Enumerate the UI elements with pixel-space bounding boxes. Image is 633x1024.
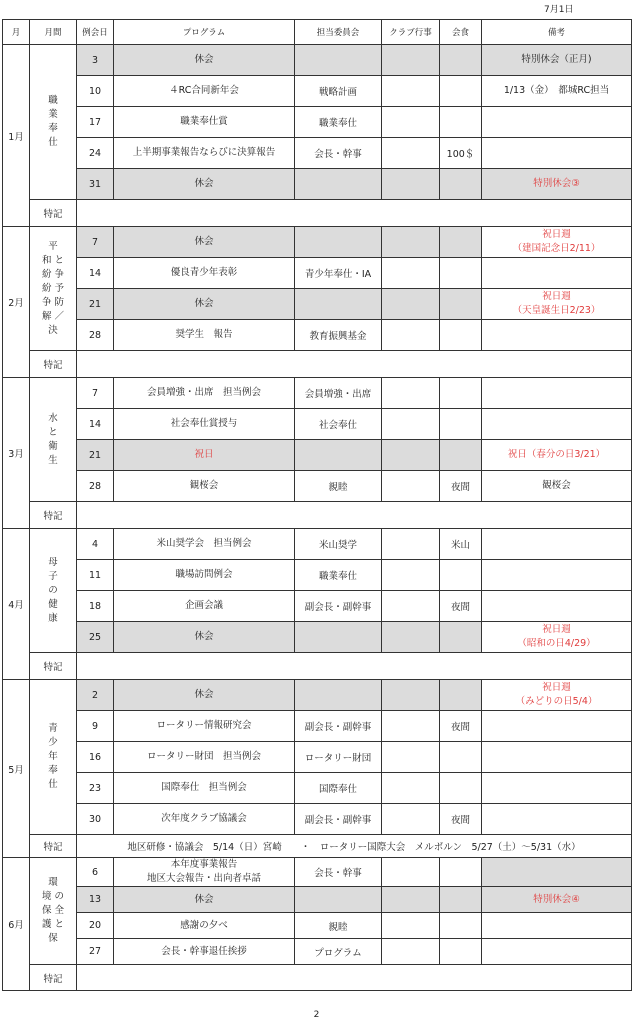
- meal-cell: [440, 169, 482, 200]
- committee-cell: [295, 440, 382, 471]
- table-row: [3, 887, 632, 913]
- committee-cell: 戦略計画: [295, 76, 382, 107]
- notes-cell: 祝日週 （みどりの日5/4）: [482, 680, 632, 711]
- notes-cell: [482, 107, 632, 138]
- col-header-meal: 会食: [440, 20, 482, 45]
- meal-cell: [440, 227, 482, 258]
- meal-cell: [440, 378, 482, 409]
- meal-cell: [440, 409, 482, 440]
- meal-cell: 夜間: [440, 591, 482, 622]
- committee-cell: 親睦: [295, 913, 382, 939]
- col-header-program: プログラム: [114, 20, 295, 45]
- club-event-cell: [382, 289, 440, 320]
- committee-cell: 会長・幹事: [295, 138, 382, 169]
- club-event-cell: [382, 913, 440, 939]
- committee-cell: ロータリー財団: [295, 742, 382, 773]
- club-event-cell: [382, 227, 440, 258]
- program-cell: 上半期事業報告ならびに決算報告: [114, 138, 295, 169]
- table-row: [3, 680, 632, 711]
- meeting-day: 31: [77, 169, 114, 200]
- meeting-day: 21: [77, 440, 114, 471]
- committee-cell: 米山奨学: [295, 529, 382, 560]
- table-row: [3, 560, 632, 591]
- tokki-label: 特記: [30, 502, 77, 529]
- meeting-day: 14: [77, 409, 114, 440]
- program-cell: 観桜会: [114, 471, 295, 502]
- notes-cell: [482, 320, 632, 351]
- club-event-cell: [382, 773, 440, 804]
- meeting-day: 28: [77, 471, 114, 502]
- table-row: [3, 45, 632, 76]
- page-number: 2: [313, 1010, 320, 1020]
- notes-cell: [482, 138, 632, 169]
- program-cell: 職場訪問例会: [114, 560, 295, 591]
- header-row: [3, 20, 632, 45]
- club-event-cell: [382, 169, 440, 200]
- program-cell: 会長・幹事退任挨拶: [114, 939, 295, 965]
- committee-cell: 会員増強・出席: [295, 378, 382, 409]
- table-row: [3, 378, 632, 409]
- program-cell: 企画会議: [114, 591, 295, 622]
- meeting-day: 2: [77, 680, 114, 711]
- table-row: [3, 804, 632, 835]
- notes-cell: 観桜会: [482, 471, 632, 502]
- meal-cell: 米山: [440, 529, 482, 560]
- notes-cell: [482, 742, 632, 773]
- club-event-cell: [382, 138, 440, 169]
- program-cell: 感謝の夕べ: [114, 913, 295, 939]
- meeting-day: 4: [77, 529, 114, 560]
- club-event-cell: [382, 409, 440, 440]
- table-row: [3, 471, 632, 502]
- meal-cell: [440, 858, 482, 887]
- table-row: [3, 711, 632, 742]
- meal-cell: [440, 107, 482, 138]
- committee-cell: 副会長・副幹事: [295, 804, 382, 835]
- notes-cell: [482, 939, 632, 965]
- club-event-cell: [382, 887, 440, 913]
- program-cell: 祝日: [114, 440, 295, 471]
- notes-cell: 特別休会（正月): [482, 45, 632, 76]
- tokki-row: [3, 965, 632, 991]
- table-row: [3, 440, 632, 471]
- committee-cell: 副会長・副幹事: [295, 711, 382, 742]
- meal-cell: 夜間: [440, 804, 482, 835]
- table-row: [3, 107, 632, 138]
- program-cell: 休会: [114, 622, 295, 653]
- month-label: 2月: [3, 227, 30, 378]
- tokki-row: [3, 653, 632, 680]
- meeting-day: 13: [77, 887, 114, 913]
- month-theme: 母 子 の 健 康: [30, 529, 77, 653]
- notes-cell: [482, 560, 632, 591]
- meeting-day: 6: [77, 858, 114, 887]
- club-event-cell: [382, 711, 440, 742]
- club-event-cell: [382, 471, 440, 502]
- committee-cell: [295, 622, 382, 653]
- meeting-day: 7: [77, 378, 114, 409]
- notes-cell: 祝日週 （建国記念日2/11）: [482, 227, 632, 258]
- tokki-text: 地区研修・協議会 5/14（日）宮崎 ・ ロータリー国際大会 メルボルン 5/27（土）～5/31（水）: [77, 835, 632, 858]
- committee-cell: 職業奉仕: [295, 560, 382, 591]
- table-row: [3, 622, 632, 653]
- notes-cell: 祝日（春分の日3/21）: [482, 440, 632, 471]
- notes-cell: [482, 529, 632, 560]
- meeting-day: 30: [77, 804, 114, 835]
- month-theme: 水 と 衛 生: [30, 378, 77, 502]
- tokki-label: 特記: [30, 200, 77, 227]
- meeting-day: 9: [77, 711, 114, 742]
- meeting-day: 24: [77, 138, 114, 169]
- committee-cell: [295, 887, 382, 913]
- notes-cell: [482, 591, 632, 622]
- tokki-label: 特記: [30, 653, 77, 680]
- notes-cell: 祝日週 （昭和の日4/29）: [482, 622, 632, 653]
- club-event-cell: [382, 622, 440, 653]
- table-row: [3, 320, 632, 351]
- meeting-day: 28: [77, 320, 114, 351]
- meal-cell: [440, 939, 482, 965]
- club-event-cell: [382, 378, 440, 409]
- meeting-day: 27: [77, 939, 114, 965]
- club-event-cell: [382, 591, 440, 622]
- meal-cell: [440, 773, 482, 804]
- meal-cell: [440, 680, 482, 711]
- meeting-day: 20: [77, 913, 114, 939]
- meal-cell: [440, 887, 482, 913]
- program-cell: 休会: [114, 45, 295, 76]
- meeting-day: 16: [77, 742, 114, 773]
- program-cell: 優良青少年表彰: [114, 258, 295, 289]
- club-event-cell: [382, 440, 440, 471]
- committee-cell: 青少年奉仕・IA: [295, 258, 382, 289]
- club-event-cell: [382, 858, 440, 887]
- meal-cell: [440, 258, 482, 289]
- club-event-cell: [382, 258, 440, 289]
- committee-cell: [295, 169, 382, 200]
- committee-cell: [295, 227, 382, 258]
- notes-cell: 1/13（金） 都城RC担当: [482, 76, 632, 107]
- notes-cell: [482, 258, 632, 289]
- meal-cell: [440, 320, 482, 351]
- month-label: 6月: [3, 858, 30, 991]
- meal-cell: [440, 742, 482, 773]
- club-event-cell: [382, 76, 440, 107]
- table-row: [3, 169, 632, 200]
- committee-cell: 社会奉仕: [295, 409, 382, 440]
- program-cell: 次年度クラブ協議会: [114, 804, 295, 835]
- meal-cell: 夜間: [440, 471, 482, 502]
- program-cell: 休会: [114, 887, 295, 913]
- meeting-day: 25: [77, 622, 114, 653]
- meeting-day: 10: [77, 76, 114, 107]
- meal-cell: [440, 560, 482, 591]
- table-row: [3, 409, 632, 440]
- club-event-cell: [382, 560, 440, 591]
- club-event-cell: [382, 107, 440, 138]
- committee-cell: 国際奉仕: [295, 773, 382, 804]
- document-date: 7月1日: [544, 5, 574, 15]
- program-cell: 休会: [114, 169, 295, 200]
- month-theme: 青 少 年 奉 仕: [30, 680, 77, 835]
- table-row: [3, 289, 632, 320]
- tokki-text: [77, 965, 632, 991]
- table-row: [3, 742, 632, 773]
- month-theme: 職 業 奉 仕: [30, 45, 77, 200]
- committee-cell: 職業奉仕: [295, 107, 382, 138]
- meeting-day: 7: [77, 227, 114, 258]
- table-row: [3, 939, 632, 965]
- meeting-day: 18: [77, 591, 114, 622]
- program-cell: 国際奉仕 担当例会: [114, 773, 295, 804]
- tokki-label: 特記: [30, 965, 77, 991]
- notes-cell: 祝日週 （天皇誕生日2/23）: [482, 289, 632, 320]
- notes-cell: [482, 858, 632, 887]
- program-cell: 会員増強・出席 担当例会: [114, 378, 295, 409]
- tokki-row: [3, 835, 632, 858]
- col-header-notes: 備考: [482, 20, 632, 45]
- club-event-cell: [382, 939, 440, 965]
- program-cell: 社会奉仕賞授与: [114, 409, 295, 440]
- committee-cell: [295, 289, 382, 320]
- table-row: [3, 913, 632, 939]
- table-row: [3, 529, 632, 560]
- program-cell: ロータリー情報研究会: [114, 711, 295, 742]
- table-row: [3, 76, 632, 107]
- meeting-day: 14: [77, 258, 114, 289]
- table-row: [3, 258, 632, 289]
- meal-cell: 100＄: [440, 138, 482, 169]
- program-cell: 職業奉仕賞: [114, 107, 295, 138]
- committee-cell: [295, 45, 382, 76]
- notes-cell: [482, 378, 632, 409]
- committee-cell: 親睦: [295, 471, 382, 502]
- tokki-text: [77, 653, 632, 680]
- meal-cell: [440, 622, 482, 653]
- committee-cell: 教育振興基金: [295, 320, 382, 351]
- program-cell: 休会: [114, 289, 295, 320]
- tokki-text: [77, 351, 632, 378]
- tokki-text: [77, 502, 632, 529]
- club-event-cell: [382, 804, 440, 835]
- program-cell: 奨学生 報告: [114, 320, 295, 351]
- notes-cell: [482, 409, 632, 440]
- month-label: 3月: [3, 378, 30, 529]
- table-row: [3, 591, 632, 622]
- schedule-table: [2, 19, 632, 991]
- month-theme: 環 境 の 保 全 護 と 保: [30, 858, 77, 965]
- month-theme: 平 和 と 紛 争 紛 予 争 防 解 ／ 決: [30, 227, 77, 351]
- notes-cell: [482, 773, 632, 804]
- tokki-label: 特記: [30, 835, 77, 858]
- notes-cell: 特別休会④: [482, 887, 632, 913]
- col-header-day: 例会日: [77, 20, 114, 45]
- col-header-club-event: クラブ行事: [382, 20, 440, 45]
- tokki-row: [3, 502, 632, 529]
- notes-cell: [482, 913, 632, 939]
- notes-cell: [482, 711, 632, 742]
- meal-cell: [440, 289, 482, 320]
- meal-cell: [440, 913, 482, 939]
- committee-cell: [295, 680, 382, 711]
- table-row: [3, 773, 632, 804]
- meal-cell: [440, 76, 482, 107]
- meeting-day: 23: [77, 773, 114, 804]
- committee-cell: 会長・幹事: [295, 858, 382, 887]
- club-event-cell: [382, 45, 440, 76]
- notes-cell: 特別休会③: [482, 169, 632, 200]
- notes-cell: [482, 804, 632, 835]
- tokki-row: [3, 200, 632, 227]
- meal-cell: [440, 440, 482, 471]
- col-header-committee: 担当委員会: [295, 20, 382, 45]
- month-label: 4月: [3, 529, 30, 680]
- program-cell: ロータリー財団 担当例会: [114, 742, 295, 773]
- club-event-cell: [382, 680, 440, 711]
- program-cell: 米山奨学会 担当例会: [114, 529, 295, 560]
- club-event-cell: [382, 742, 440, 773]
- col-header-month: 月: [3, 20, 30, 45]
- tokki-text: [77, 200, 632, 227]
- club-event-cell: [382, 529, 440, 560]
- month-label: 5月: [3, 680, 30, 858]
- tokki-label: 特記: [30, 351, 77, 378]
- committee-cell: プログラム: [295, 939, 382, 965]
- committee-cell: 副会長・副幹事: [295, 591, 382, 622]
- program-cell: ４RC合同新年会: [114, 76, 295, 107]
- program-cell: 休会: [114, 680, 295, 711]
- meeting-day: 21: [77, 289, 114, 320]
- meeting-day: 17: [77, 107, 114, 138]
- meal-cell: [440, 45, 482, 76]
- club-event-cell: [382, 320, 440, 351]
- tokki-row: [3, 351, 632, 378]
- table-row: [3, 138, 632, 169]
- meeting-day: 3: [77, 45, 114, 76]
- table-row: [3, 227, 632, 258]
- month-label: 1月: [3, 45, 30, 227]
- meeting-day: 11: [77, 560, 114, 591]
- meal-cell: 夜間: [440, 711, 482, 742]
- program-cell: 休会: [114, 227, 295, 258]
- table-row: [3, 858, 632, 887]
- col-header-theme: 月間: [30, 20, 77, 45]
- program-cell: 本年度事業報告 地区大会報告・出向者卓話: [114, 858, 295, 887]
